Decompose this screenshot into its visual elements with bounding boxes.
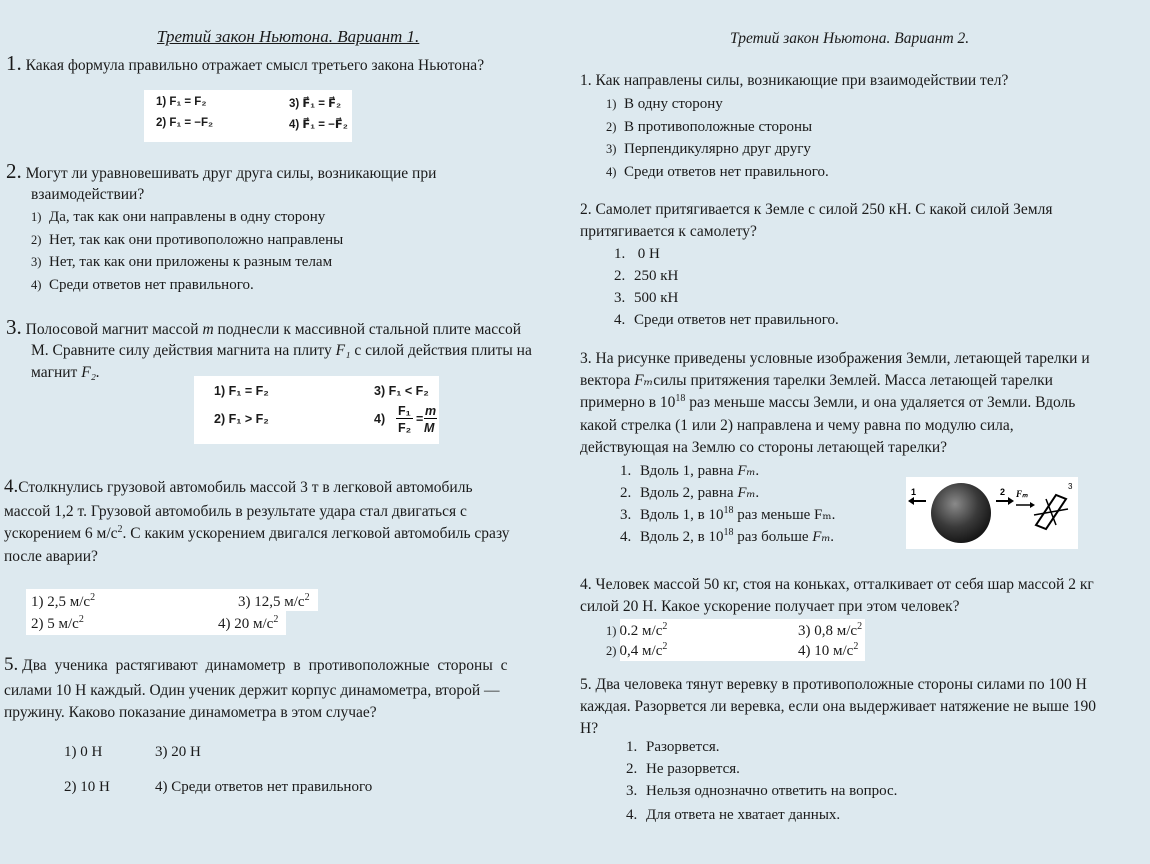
option-num: 4. <box>614 312 626 328</box>
option-f: Fₘ. <box>737 485 760 501</box>
v2-q5-option-4 <box>626 804 897 826</box>
v2-q3-option-3 <box>620 504 835 526</box>
v2-q1-option-3 <box>606 138 829 161</box>
option-num: 3. <box>626 783 638 799</box>
v2-q2-option-1 <box>614 243 839 265</box>
v2-q3-line2b: силы притяжения тарелки Землей. Масса летающей тарелки <box>653 372 1053 389</box>
v1-q3-opt4-eq: = <box>416 412 424 426</box>
sup: 18 <box>723 527 734 538</box>
v1-q3-opt4-frac2-den: M <box>424 421 435 435</box>
opt-text: 4) 10 м/с <box>798 643 854 659</box>
option-text: 250 кН <box>634 268 679 284</box>
sup: 2 <box>78 614 84 625</box>
v1-q5-opt3: 3) 20 Н <box>155 744 201 760</box>
v1-q5-opt2: 2) 10 Н <box>64 779 110 795</box>
v1-q2-line1: Могут ли уравновешивать друг друга силы, возникающие при <box>25 165 437 182</box>
option-num: 1) <box>31 210 42 224</box>
v1-q4-line3a: ускорением 6 м/с <box>4 525 118 542</box>
v1-q5-opt4: 4) Среди ответов нет правильного <box>155 779 373 795</box>
option-text: Вдоль 1, в 10 <box>640 507 724 523</box>
v2-q3-figure <box>906 477 1078 549</box>
v1-q3-line3a: магнит <box>31 364 82 381</box>
v2-q5-options <box>626 736 897 826</box>
v1-q1 <box>6 52 484 78</box>
v1-q2-option-2 <box>31 229 343 252</box>
v2-q3-option-4 <box>620 526 835 548</box>
option-num: 1) <box>606 97 617 111</box>
v1-q3-opt3: 3) F₁ < F₂ <box>374 384 429 398</box>
v1-q3-opt4-frac2-num: m <box>425 404 437 418</box>
option-num: 1. <box>620 463 632 479</box>
v1-q1-opt3: 3) F⃗₁ = F⃗₂ <box>289 98 342 110</box>
v1-q5-line1-text: Два ученика растягивают динамометр в противоположные стороны с <box>22 657 508 674</box>
option-text: Вдоль 2, в 10 <box>640 529 724 545</box>
v1-q4-line4: после аварии? <box>4 548 98 565</box>
v2-q5-line1: 5. Два человека тянут веревку в противоположные стороны силами по 100 Н <box>580 676 1087 693</box>
sup: 2 <box>662 621 668 632</box>
v1-q3-line1 <box>6 316 521 342</box>
v1-q4-num: 4. <box>4 476 19 497</box>
label-2: 2 <box>1000 487 1006 497</box>
v1-q4-line1 <box>4 476 473 500</box>
v2-q3-line2a: вектора <box>580 372 635 389</box>
option-num: 4) <box>606 164 617 179</box>
v2-title: Третий закон Ньютона. Вариант 2. <box>730 30 970 47</box>
v1-q2-option-3 <box>31 251 343 274</box>
v1-q4-opt3 <box>238 591 310 613</box>
option-text: В противоположные стороны <box>624 118 813 135</box>
v2-q1-options <box>606 93 829 183</box>
v1-q2 <box>6 160 436 186</box>
v1-q3-line2 <box>31 340 532 363</box>
v1-q3-line1b: поднесли к массивной стальной плите массой <box>213 321 522 338</box>
earth-circle <box>931 483 991 543</box>
option-num: 3) <box>606 142 617 156</box>
v1-q1-num: 1. <box>6 51 22 75</box>
option-text: 0 Н <box>634 246 660 262</box>
option-num: 3. <box>614 290 626 306</box>
option-text: Среди ответов нет правильного. <box>49 276 254 293</box>
earth-saucer-diagram <box>906 477 1078 549</box>
v1-q3-opt1: 1) F₁ = F₂ <box>214 384 269 398</box>
option-text: Нет, так как они противоположно направлены <box>49 231 344 248</box>
v1-q5-opt1: 1) 0 Н <box>64 744 103 760</box>
opt-text: 3) 12,5 м/с <box>238 594 305 610</box>
v2-q3-option-1 <box>620 460 835 482</box>
v1-q1-opt1: 1) F₁ = F₂ <box>156 96 207 108</box>
v1-q2-options <box>31 206 343 296</box>
v1-q4-opt4 <box>218 613 278 635</box>
option-text: Среди ответов нет правильного. <box>624 163 829 180</box>
v1-q2-option-4 <box>31 274 343 297</box>
option-num: 4) <box>31 277 42 292</box>
v1-q2-num: 2. <box>6 159 22 183</box>
opt-text: 3) 0,8 м/с <box>798 623 858 639</box>
opt-text: 0,4 м/с <box>619 643 663 659</box>
option-text: Нельзя однозначно ответить на вопрос. <box>646 783 898 799</box>
opt-text: 0.2 м/с <box>619 623 663 639</box>
option-num: 3. <box>620 507 632 523</box>
v2-q3-line2 <box>580 370 1053 393</box>
v2-q1-option-2 <box>606 116 829 139</box>
v1-q2-line2: взаимодействии? <box>31 186 145 203</box>
v2-q3-line3b: раз меньше массы Земли, и она удаляется от Земли. Вдоль <box>685 394 1076 411</box>
v1-q3-opt4-frac1-num: F₁ <box>398 404 411 418</box>
sup: 2 <box>90 592 96 603</box>
v1-q3-opt4-num: 4) <box>374 412 386 426</box>
sup: 2 <box>273 614 279 625</box>
option-text: Не разорвется. <box>646 761 740 777</box>
option-text-b: раз меньше Fₘ. <box>733 507 836 523</box>
v1-q4-opt1 <box>31 591 95 613</box>
v1-q3-num: 3. <box>6 315 22 339</box>
v2-q2-line1: 2. Самолет притягивается к Земле с силой 250 кН. С какой силой Земля <box>580 201 1053 218</box>
option-num: 2) <box>606 119 617 134</box>
option-text: В одну сторону <box>624 96 723 112</box>
v2-q5-line2: каждая. Разорвется ли веревка, если она выдерживает натяжение не выше 190 <box>580 698 1096 715</box>
label-1: 1 <box>911 487 917 497</box>
v1-q5-line2: силами 10 Н каждый. Один ученик держит корпус динамометра, второй — <box>4 682 500 699</box>
v2-q3-line4: какой стрелка (1 или 2) направлена и чему равна по модулю сила, <box>580 417 1014 434</box>
v1-q3-f2: F₂. <box>81 364 100 381</box>
option-text: Перпендикулярно друг другу <box>624 141 811 157</box>
sup: 18 <box>723 505 734 516</box>
v2-q2-line2: притягивается к самолету? <box>580 223 757 240</box>
v1-q1-formula-image <box>144 90 352 142</box>
option-num: 2. <box>614 268 626 284</box>
opt-num: 2) <box>606 644 620 658</box>
option-text: Разорвется. <box>646 739 720 755</box>
option-num: 4. <box>620 529 632 545</box>
v1-q4-line1-text: Столкнулись грузовой автомобиль массой 3 т в легковой автомобиль <box>18 479 473 496</box>
option-num: 2. <box>620 485 632 501</box>
option-text: Вдоль 2, равна <box>640 485 738 501</box>
v1-q4-opt2 <box>31 613 84 635</box>
v2-q4-opt3 <box>798 620 862 642</box>
v2-q3-line3 <box>580 392 1075 415</box>
sup: 2 <box>117 523 123 535</box>
option-text: Среди ответов нет правильного. <box>634 312 839 328</box>
v1-q3-line2a: М. Сравните силу действия магнита на плиту <box>31 342 336 359</box>
option-num: 2) <box>31 232 42 247</box>
v1-q5-num: 5. <box>4 654 19 675</box>
opt-text: 4) 20 м/с <box>218 616 274 632</box>
option-num: 2. <box>626 761 638 777</box>
opt-text: 1) 2,5 м/с <box>31 594 91 610</box>
v2-q1-option-4 <box>606 161 829 184</box>
v2-q3-options <box>620 460 835 548</box>
v1-title: Третий закон Ньютона. Вариант 1. <box>157 27 420 46</box>
v2-q4-line2: силой 20 Н. Какое ускорение получает при этом человек? <box>580 598 960 615</box>
sup: 2 <box>304 592 310 603</box>
option-text: Нет, так как они приложены к разным телам <box>49 254 333 270</box>
v2-q2-option-4 <box>614 309 839 331</box>
option-num: 3) <box>31 255 42 269</box>
v1-q3-line3 <box>31 362 100 385</box>
v2-q1-text: 1. Как направлены силы, возникающие при взаимодействии тел? <box>580 72 1009 89</box>
v1-q3-f1: F₁ <box>335 342 351 359</box>
v1-q4-line2: массой 1,2 т. Грузовой автомобиль в результате удара стал двигаться с <box>4 503 467 520</box>
v1-q3-opt4-frac1-den: F₂ <box>398 421 412 435</box>
sup: 18 <box>675 392 686 404</box>
v1-q3-opt2: 2) F₁ > F₂ <box>214 412 269 426</box>
v2-q2-option-2 <box>614 265 839 287</box>
v2-q4-opt2 <box>606 640 667 662</box>
v2-q2-options <box>614 243 839 331</box>
option-num: 4. <box>626 807 638 823</box>
option-text: Да, так как они направлены в одну сторону <box>49 209 326 225</box>
v1-q1-opt4: 4) F⃗₁ = −F⃗₂ <box>289 119 348 131</box>
v2-q5-option-2 <box>626 758 897 780</box>
sup: 2 <box>853 641 859 652</box>
v1-q3-m: m <box>202 321 214 338</box>
option-text: 500 кН <box>634 290 679 306</box>
option-text-b: раз больше <box>733 529 813 545</box>
v1-q5-line1 <box>4 654 566 678</box>
option-num: 1. <box>626 739 638 755</box>
opt-num: 1) <box>606 624 620 638</box>
option-num: 1. <box>614 246 626 262</box>
sup: 2 <box>857 621 863 632</box>
option-f: Fₘ. <box>812 529 835 545</box>
option-text: Вдоль 1, равна <box>640 463 738 479</box>
v2-q4-opt1 <box>606 620 667 642</box>
option-f: Fₘ. <box>737 463 760 479</box>
v2-q5-option-3 <box>626 780 897 802</box>
option-text: Для ответа не хватает данных. <box>646 807 841 823</box>
v2-q5-line3: Н? <box>580 720 599 737</box>
v1-q3-formula-image <box>194 376 439 444</box>
v2-q3-option-2 <box>620 482 835 504</box>
v1-q3-line2b: с силой действия плиты на <box>350 342 532 359</box>
v2-q3-line3a: примерно в 10 <box>580 394 676 411</box>
opt-text: 2) 5 м/с <box>31 616 79 632</box>
v2-q1-option-1 <box>606 93 829 116</box>
v1-q2-option-1 <box>31 206 343 229</box>
v2-q4-opt4 <box>798 640 858 662</box>
label-3: 3 <box>1068 482 1073 491</box>
v2-q3-line5: действующая на Землю со стороны летающей тарелки? <box>580 439 948 456</box>
v2-q2-option-3 <box>614 287 839 309</box>
v2-q5-option-1 <box>626 736 897 758</box>
v2-q3-line1: 3. На рисунке приведены условные изображения Земли, летающей тарелки и <box>580 350 1090 367</box>
v1-q5-line3: пружину. Каково показание динамометра в этом случае? <box>4 704 377 721</box>
v1-q1-opt2: 2) F₁ = −F₂ <box>156 117 214 129</box>
label-fm: Fₘ <box>1016 489 1028 499</box>
v1-q4-line3b: . С каким ускорением двигался легковой автомобиль сразу <box>122 525 510 542</box>
v2-q3-fm: Fₘ <box>634 372 654 389</box>
v2-q4-line1: 4. Человек массой 50 кг, стоя на коньках, отталкивает от себя шар массой 2 кг <box>580 576 1094 593</box>
v1-q1-text: Какая формула правильно отражает смысл третьего закона Ньютона? <box>25 57 485 74</box>
sup: 2 <box>662 641 668 652</box>
v1-q3-line1a: Полосовой магнит массой <box>25 321 203 338</box>
v1-q4-line3 <box>4 523 510 546</box>
